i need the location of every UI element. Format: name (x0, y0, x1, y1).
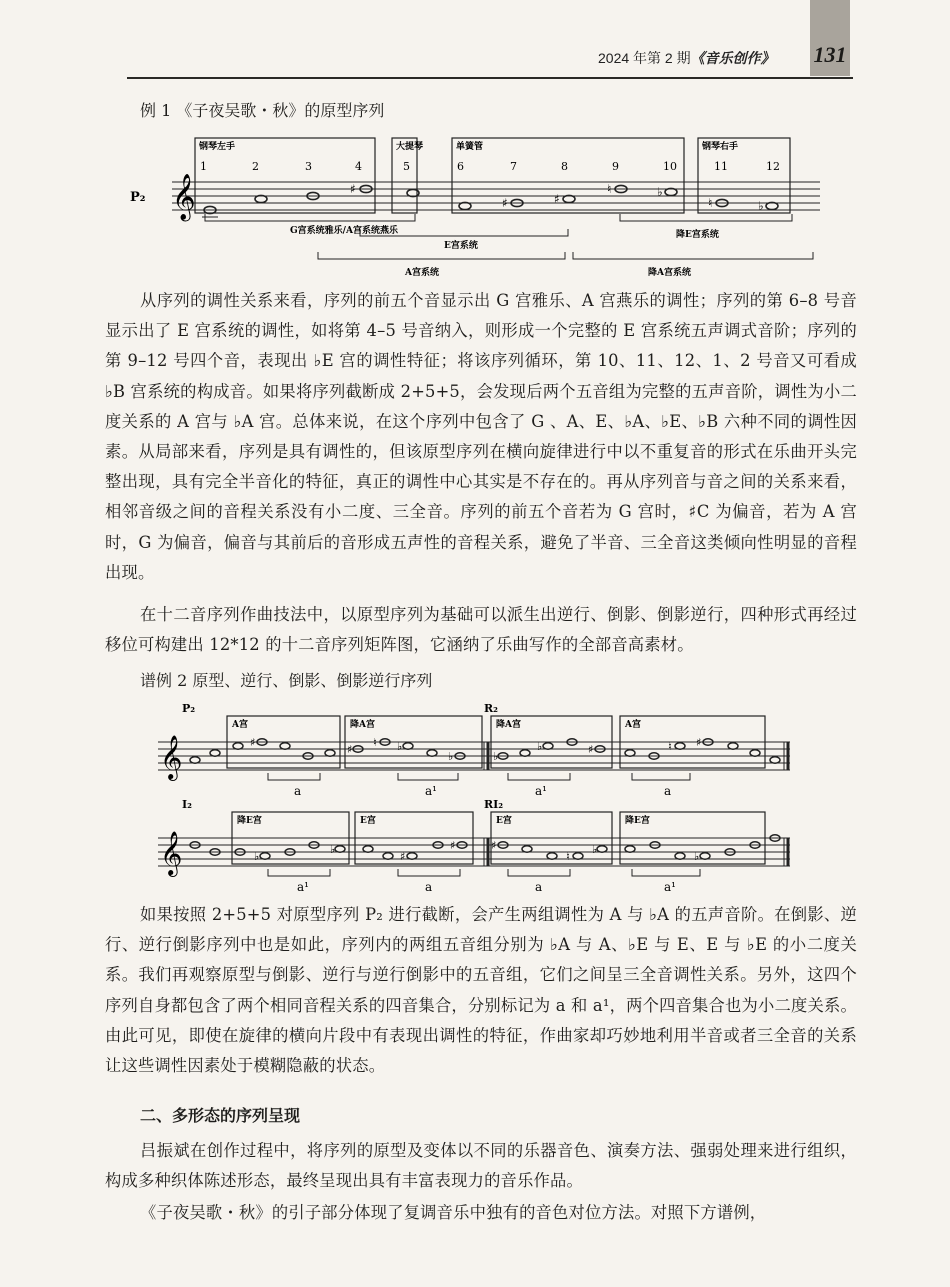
section-heading: 二、多形态的序列呈现 (140, 1106, 301, 1125)
whole-note (280, 743, 290, 749)
note-number: 1 (200, 160, 207, 173)
bracket-label: A宫系统 (405, 268, 439, 278)
group-label: 钢琴左手 (199, 142, 236, 152)
whole-note (750, 750, 760, 756)
group-box (452, 138, 684, 213)
row-label: R₂ (484, 702, 498, 715)
whole-note (335, 846, 345, 852)
sharp-icon: ♯ (502, 196, 508, 210)
whole-note (233, 743, 243, 749)
sharp-icon: ♯ (450, 839, 456, 852)
note-number: 2 (252, 160, 259, 173)
whole-note (325, 750, 335, 756)
bracket-line (632, 869, 700, 876)
journal-name: 《音乐创作》 (690, 51, 775, 67)
note-number: 6 (457, 160, 464, 173)
example1-score (0, 128, 950, 283)
whole-note (675, 743, 685, 749)
tonality-label: A宫 (232, 720, 248, 730)
tonality-label: E宫 (496, 816, 512, 826)
flat-icon: ♭ (537, 740, 543, 753)
whole-note (770, 757, 780, 763)
bracket-line (268, 869, 330, 876)
natural-icon: ♮ (373, 736, 377, 749)
note-number: 8 (561, 160, 568, 173)
paragraph-text: 如果按照 2+5+5 对原型序列 P₂ 进行截断，会产生两组调性为 A 与 ♭A 的五声音阶。在倒影、逆行、逆行倒影序列中也是如此，序列内的两组五音组分别为 ♭A 与 A、♭E 与 E、E 与 ♭E 的小二度关系。我们再观察原型与倒影、逆行与逆行倒影中的五音组，它们之间呈三全音调性关系。另外，这四个序列自身都包含了两个相同音程关系的四音集合，分别标记为 a 和 a¹，两个四音集合也为小二度关系。由此可见，即使在旋律的横向片段中有表现出调性的特征，作曲家却巧妙地利用半音或者三全音的关系让这些调性因素处于模糊隐蔽的状态。 (105, 905, 857, 1076)
sharp-icon: ♯ (696, 736, 702, 749)
bracket-label: 降A宫系统 (648, 268, 691, 278)
example1-caption: 例 1 《子夜吴歌・秋》的原型序列 (140, 101, 385, 120)
whole-note (520, 750, 530, 756)
paragraph-text: 从序列的调性关系来看，序列的前五个音显示出 G 宫雅乐、A 宫燕乐的调性；序列的第 6–8 号音显示出了 E 宫系统的调性，如将第 4–5 号音纳入，则形成一个完整的 E 宫系统五声调式音阶；序列的第 9–12 号四个音，表现出 ♭E 宫的调性特征；将该序列循环，第 10、11、12、1、2 号音又可看成 ♭B 宫系统的构成音。如果将序列截断成 2+5+5，会发现后两个五音组为完整的五声音阶，调性为小二度关系的 A 宫与 ♭A 宫。总体来说，在这个序列中包含了 G 、A、E、♭A、♭E、♭B 六种不同的调性因素。从局部来看，序列是具有调性的，但该原型序列在横向旋律进行中以不重复音的形式在乐曲开头完整出现，具有完全半音化的特征，真正的调性中心其实是不存在的。再从序列音与音之间的关系来看，相邻音级之间的音程关系没有小二度、三全音。序列的前五个音若为 G 宫时，♯C 为偏音，若为 A 宫时，G 为偏音，偏音与其前后的音形成五声性的音程关系，避免了半音、三全音这类倾向性明显的音程出现。 (105, 291, 857, 582)
bracket-line (398, 773, 458, 780)
body-paragraph (105, 286, 857, 588)
set-label: a¹ (664, 880, 676, 894)
bracket-label: 降E宫系统 (676, 230, 719, 240)
tonality-label: E宫 (360, 816, 376, 826)
whole-note (700, 853, 710, 859)
paragraph-text: 在十二音序列作曲技法中，以原型序列为基础可以派生出逆行、倒影、倒影逆行，四种形式再经过移位可构建出 12*12 的十二音序列矩阵图，它涵纳了乐曲写作的全部音高素材。 (105, 605, 857, 655)
example2-score (0, 695, 950, 900)
natural-icon: ♮ (668, 740, 672, 753)
flat-icon: ♭ (397, 740, 403, 753)
sharp-icon: ♯ (554, 192, 560, 206)
flat-icon: ♭ (493, 750, 499, 763)
row-label: RI₂ (484, 798, 504, 811)
sharp-icon: ♯ (350, 182, 356, 196)
bracket-line (632, 773, 690, 780)
body-paragraph (105, 1136, 857, 1196)
sharp-icon: ♯ (588, 743, 594, 756)
whole-note (403, 743, 413, 749)
flat-icon: ♭ (254, 850, 260, 863)
bracket-line (508, 773, 570, 780)
group-label: 单簧管 (456, 142, 484, 152)
bracket-line (508, 869, 570, 876)
tonality-label: A宫 (625, 720, 641, 730)
flat-icon: ♭ (657, 185, 663, 199)
whole-note (573, 853, 583, 859)
group-label: 大提琴 (396, 142, 424, 152)
note-number: 5 (403, 160, 410, 173)
whole-note (383, 853, 393, 859)
whole-note (522, 846, 532, 852)
tonality-label: 降A宫 (350, 720, 375, 730)
natural-icon: ♮ (607, 182, 612, 196)
issue-text: 2024 年第 2 期 (598, 50, 691, 66)
flat-icon: ♭ (448, 750, 454, 763)
body-paragraph (105, 1198, 857, 1228)
paragraph-text: 《子夜吴歌・秋》的引子部分体现了复调音乐中独有的音色对位方法。对照下方谱例， (140, 1203, 767, 1222)
note-number: 3 (305, 160, 312, 173)
note-number: 10 (663, 160, 677, 173)
bracket-line (620, 214, 792, 221)
bracket-line (268, 773, 320, 780)
page-number: 131 (813, 42, 847, 67)
set-label: a¹ (297, 880, 309, 894)
set-label: a (535, 880, 543, 894)
sharp-icon: ♯ (250, 736, 256, 749)
note-number: 12 (766, 160, 780, 173)
set-label: a¹ (535, 784, 547, 798)
natural-icon: ♮ (566, 850, 570, 863)
whole-note (625, 846, 635, 852)
body-paragraph (105, 600, 857, 660)
set-label: a (664, 784, 672, 798)
whole-note (363, 846, 373, 852)
example2-caption: 谱例 2 原型、逆行、倒影、倒影逆行序列 (140, 671, 433, 690)
whole-note (625, 750, 635, 756)
sharp-icon: ♯ (400, 850, 406, 863)
set-label: a (294, 784, 302, 798)
group-label: 钢琴右手 (702, 142, 739, 152)
body-paragraph (105, 900, 857, 1081)
row-label: P₂ (182, 702, 196, 715)
tonality-label: 降E宫 (237, 816, 262, 826)
sharp-icon: ♯ (347, 743, 353, 756)
whole-note (728, 743, 738, 749)
treble-clef-icon: 𝄞 (160, 831, 183, 875)
flat-icon: ♭ (694, 850, 700, 863)
journal-issue (598, 48, 775, 68)
bracket-label: G宫系统雅乐/A宫系统燕乐 (290, 226, 398, 236)
note-number: 4 (355, 160, 362, 173)
row-label: I₂ (182, 798, 192, 811)
flat-icon: ♭ (758, 199, 764, 213)
bracket-line (573, 252, 813, 259)
whole-note (407, 853, 417, 859)
whole-note (190, 757, 200, 763)
flat-icon: ♭ (592, 843, 598, 856)
whole-note (675, 853, 685, 859)
tonality-label: 降E宫 (625, 816, 650, 826)
whole-note (427, 750, 437, 756)
whole-note (597, 846, 607, 852)
note-number: 11 (714, 160, 728, 173)
note-number: 7 (510, 160, 517, 173)
note-number: 9 (612, 160, 619, 173)
set-label: a¹ (425, 784, 437, 798)
sharp-icon: ♯ (491, 839, 497, 852)
whole-note (210, 750, 220, 756)
bracket-label: E宫系统 (444, 241, 478, 251)
flat-icon: ♭ (330, 843, 336, 856)
bracket-line (205, 214, 415, 221)
natural-icon: ♮ (708, 196, 713, 210)
bracket-line (318, 252, 565, 259)
row-label: P₂ (130, 190, 146, 205)
whole-note (547, 853, 557, 859)
set-label: a (425, 880, 433, 894)
paragraph-text: 吕振斌在创作过程中，将序列的原型及变体以不同的乐器音色、演奏方法、强弱处理来进行组织，构成多种织体陈述形态，最终呈现出具有丰富表现力的音乐作品。 (105, 1141, 857, 1191)
whole-note (260, 853, 270, 859)
bracket-line (398, 869, 460, 876)
treble-clef-icon: 𝄞 (172, 174, 196, 220)
tonality-label: 降A宫 (496, 720, 521, 730)
treble-clef-icon: 𝄞 (160, 735, 183, 779)
header-rule (127, 77, 853, 79)
whole-note (543, 743, 553, 749)
